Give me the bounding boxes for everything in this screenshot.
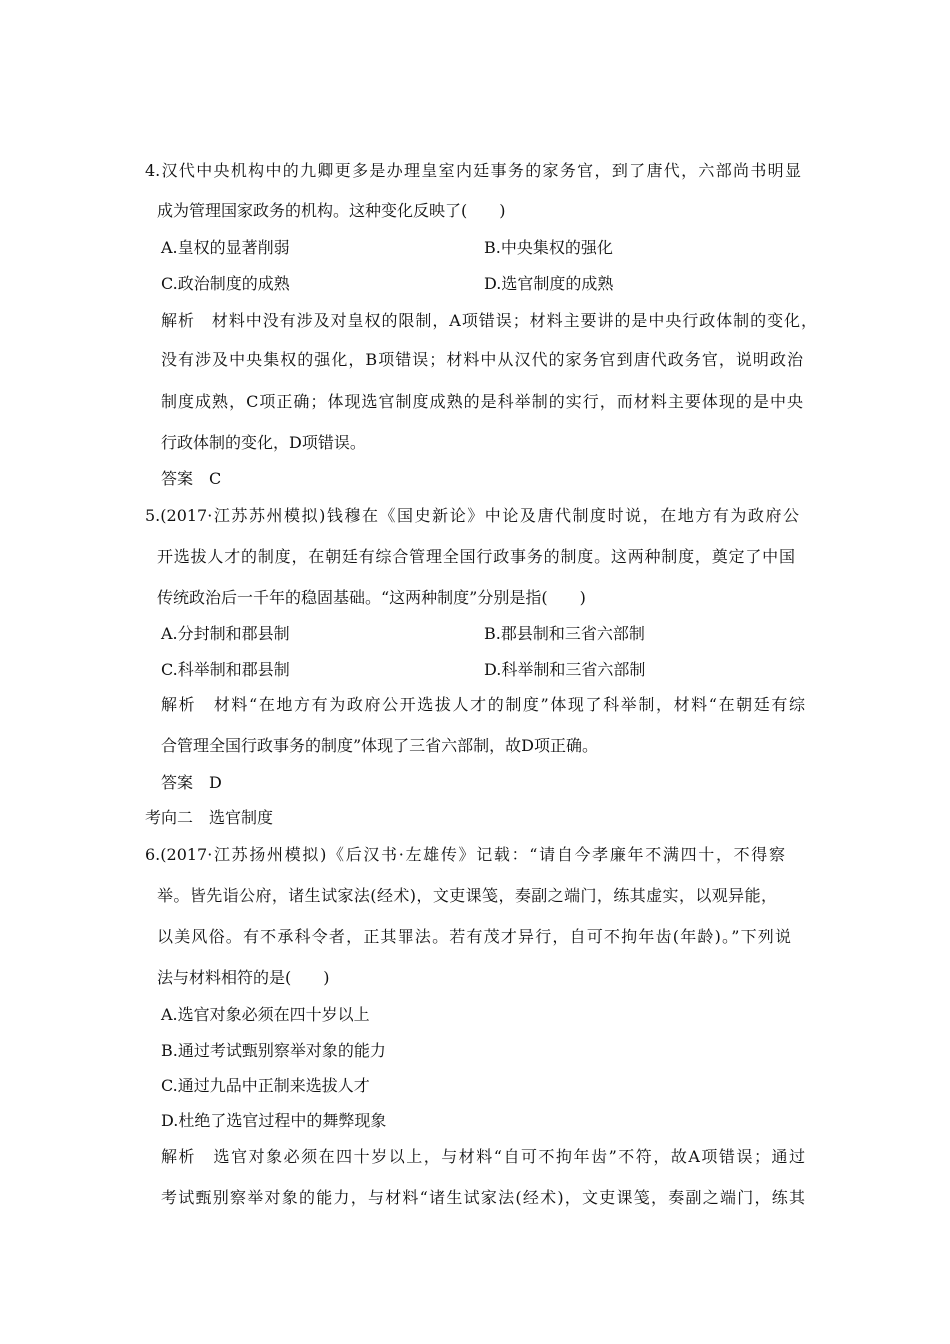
- q4-analysis-line-4: 行政体制的变化，D项错误。: [161, 433, 366, 452]
- q6-option-d: D.杜绝了选官过程中的舞弊现象: [161, 1111, 387, 1130]
- q6-stem-line-2: 举。皆先诣公府，诸生试家法(经术)，文吏课笺，奏副之端门，练其虚实，以观异能，: [157, 886, 777, 905]
- q4-analysis-line-2: 没有涉及中央集权的强化，B项错误；材料中从汉代的家务官到唐代政务官，说明政治: [161, 350, 803, 369]
- q6-stem-line-3: 以美风俗。有不承科令者，正其罪法。若有茂才异行，自可不拘年齿(年龄)。”下列说: [157, 927, 791, 946]
- q5-stem-line-1: 5.(2017·江苏苏州模拟)钱穆在《国史新论》中论及唐代制度时说，在地方有为政府公: [145, 506, 799, 525]
- q4-analysis-line-3: 制度成熟，C项正确；体现选官制度成熟的是科举制的实行，而材料主要体现的是中央: [161, 392, 803, 411]
- q5-option-a: A.分封制和郡县制: [161, 624, 290, 643]
- q5-stem-line-3: 传统政治后一千年的稳固基础。“这两种制度”分别是指( ): [157, 588, 586, 607]
- q5-option-c: C.科举制和郡县制: [161, 660, 290, 679]
- q5-analysis-line-2: 合管理全国行政事务的制度”体现了三省六部制，故D项正确。: [161, 736, 599, 755]
- q5-analysis-line-1: 解析 材料“在地方有为政府公开选拔人才的制度”体现了科举制，材料“在朝廷有综: [161, 695, 805, 714]
- q5-option-b: B.郡县制和三省六部制: [484, 624, 645, 643]
- q6-option-a: A.选官对象必须在四十岁以上: [161, 1005, 370, 1024]
- q6-stem-line-4: 法与材料相符的是( ): [157, 968, 330, 987]
- section-heading: 考向二 选官制度: [145, 808, 274, 827]
- q4-option-a: A.皇权的显著削弱: [161, 238, 290, 257]
- q4-option-b: B.中央集权的强化: [484, 238, 613, 257]
- q6-analysis-line-2: 考试甄别察举对象的能力，与材料“诸生试家法(经术)，文吏课笺，奏副之端门，练其: [161, 1188, 805, 1207]
- q6-analysis-line-1: 解析 选官对象必须在四十岁以上，与材料“自可不拘年齿”不符，故A项错误；通过: [161, 1147, 805, 1166]
- q5-option-d: D.科举制和三省六部制: [484, 660, 646, 679]
- q5-answer: 答案 D: [161, 773, 222, 792]
- q6-stem-line-1: 6.(2017·江苏扬州模拟)《后汉书·左雄传》记载：“请自今孝廉年不满四十，不得察: [145, 845, 785, 864]
- q4-stem-line-2: 成为管理国家政务的机构。这种变化反映了( ): [157, 201, 506, 220]
- q4-stem-line-1: 4.汉代中央机构中的九卿更多是办理皇室内廷事务的家务官，到了唐代，六部尚书明显: [145, 161, 801, 180]
- q4-option-d: D.选官制度的成熟: [484, 274, 614, 293]
- q5-stem-line-2: 开选拔人才的制度，在朝廷有综合管理全国行政事务的制度。这两种制度，奠定了中国: [157, 547, 795, 566]
- q6-option-b: B.通过考试甄别察举对象的能力: [161, 1041, 386, 1060]
- q4-option-c: C.政治制度的成熟: [161, 274, 290, 293]
- q4-analysis-line-1: 解析 材料中没有涉及对皇权的限制，A项错误；材料主要讲的是中央行政体制的变化，: [161, 311, 817, 330]
- q4-answer: 答案 C: [161, 469, 222, 488]
- q6-option-c: C.通过九品中正制来选拔人才: [161, 1076, 370, 1095]
